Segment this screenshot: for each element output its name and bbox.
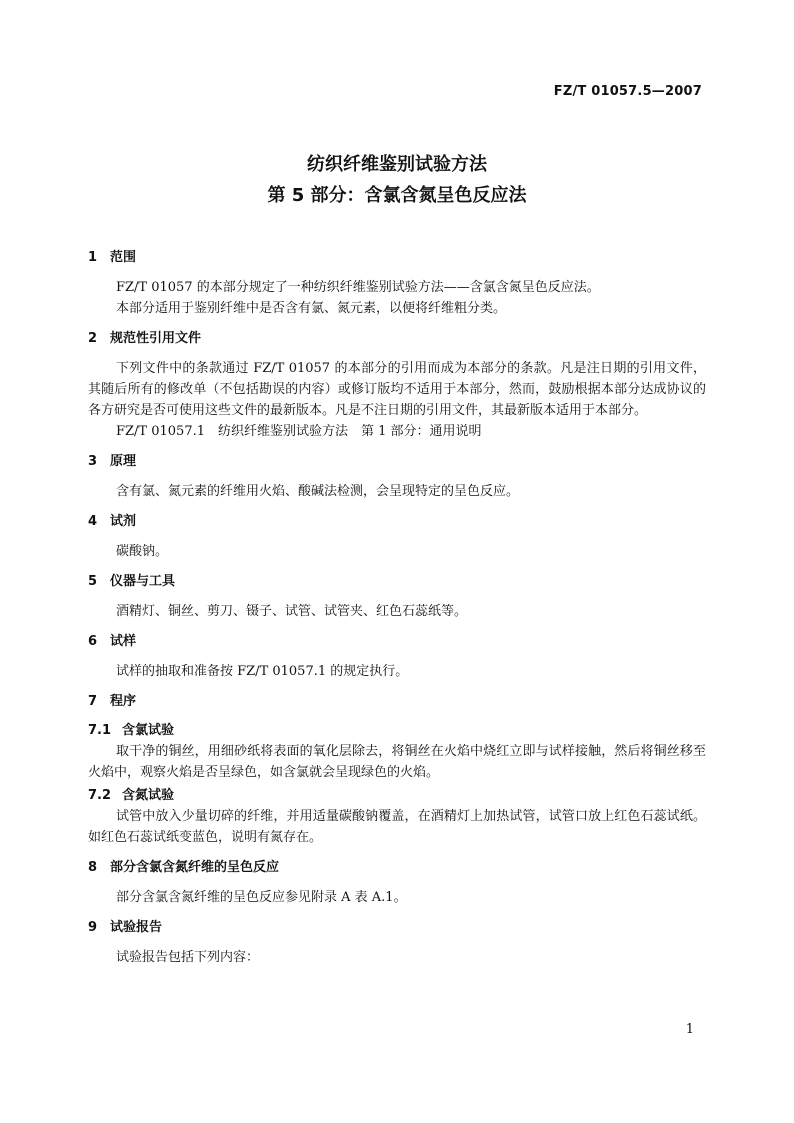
section-number: 3 bbox=[88, 454, 98, 469]
section-heading-scope bbox=[88, 248, 706, 268]
paragraph: 部分含氯含氮纤维的呈色反应参见附录 A 表 A.1。 bbox=[116, 890, 407, 905]
section-heading-color-reaction bbox=[88, 858, 706, 878]
paragraph: 试验报告包括下列内容： bbox=[116, 950, 260, 965]
subsection-heading-nitrogen bbox=[88, 786, 706, 806]
paragraph: 下列文件中的条款通过 FZ/T 01057 的本部分的引用而成为本部分的条款。凡是注日期的引用文件，其随后所有的修改单（不包括勘误的内容）或修订版均不适用于本部分，然而，鼓励根据本部分达成协议的各方研究是否可使用这些文件的最新版本。凡是不注日期的引用文件，其最新版本适用于本部分。 bbox=[88, 361, 706, 418]
paragraph: 碳酸钠。 bbox=[116, 544, 169, 559]
section-number: 5 bbox=[88, 574, 98, 589]
section-title: 试剂 bbox=[110, 514, 137, 529]
document-body bbox=[88, 248, 706, 968]
standard-code: FZ/T 01057.5—2007 bbox=[553, 84, 702, 99]
section-title: 仪器与工具 bbox=[110, 574, 176, 589]
document-subtitle: 第 5 部分：含氯含氮呈色反应法 bbox=[267, 185, 527, 206]
paragraph: 试管中放入少量切碎的纤维，并用适量碳酸钠覆盖，在酒精灯上加热试管，试管口放上红色石蕊试纸。如红色石蕊试纸变蓝色，说明有氮存在。 bbox=[88, 809, 706, 845]
section-title: 范围 bbox=[110, 250, 137, 265]
subsection-number: 7.1 bbox=[88, 723, 112, 738]
section-heading-principle bbox=[88, 452, 706, 472]
section-heading-reagent bbox=[88, 512, 706, 532]
section-title: 规范性引用文件 bbox=[110, 331, 202, 346]
paragraph: FZ/T 01057.1 纺织纤维鉴别试验方法 第 1 部分：通用说明 bbox=[116, 424, 482, 439]
section-number: 2 bbox=[88, 331, 98, 346]
section-number: 8 bbox=[88, 860, 98, 875]
subsection-title: 含氯试验 bbox=[122, 723, 175, 738]
section-heading-apparatus bbox=[88, 572, 706, 592]
section-number: 6 bbox=[88, 634, 98, 649]
paragraph: FZ/T 01057 的本部分规定了一种纺织纤维鉴别试验方法——含氯含氮呈色反应法。 bbox=[116, 280, 600, 295]
subsection-heading-chlorine bbox=[88, 721, 706, 741]
section-heading-specimen bbox=[88, 632, 706, 652]
section-title: 试验报告 bbox=[110, 920, 163, 935]
section-heading-procedure bbox=[88, 692, 706, 712]
section-heading-test-report bbox=[88, 918, 706, 938]
section-number: 1 bbox=[88, 250, 98, 265]
section-number: 4 bbox=[88, 514, 98, 529]
paragraph: 取干净的铜丝，用细砂纸将表面的氧化层除去，将铜丝在火焰中烧红立即与试样接触，然后将铜丝移至火焰中，观察火焰是否呈绿色，如含氯就会呈现绿色的火焰。 bbox=[88, 744, 706, 780]
subsection-title: 含氮试验 bbox=[122, 788, 175, 803]
paragraph: 试样的抽取和准备按 FZ/T 01057.1 的规定执行。 bbox=[116, 664, 409, 679]
section-title: 原理 bbox=[110, 454, 137, 469]
paragraph: 酒精灯、铜丝、剪刀、镊子、试管、试管夹、红色石蕊纸等。 bbox=[116, 604, 468, 619]
section-title: 程序 bbox=[110, 694, 137, 709]
section-title: 部分含氯含氮纤维的呈色反应 bbox=[110, 860, 280, 875]
section-heading-references bbox=[88, 329, 706, 349]
document-title: 纺织纤维鉴别试验方法 bbox=[307, 154, 487, 175]
subsection-number: 7.2 bbox=[88, 788, 112, 803]
section-number: 7 bbox=[88, 694, 98, 709]
section-title: 试样 bbox=[110, 634, 137, 649]
paragraph: 本部分适用于鉴别纤维中是否含有氯、氮元素，以便将纤维粗分类。 bbox=[116, 301, 507, 316]
paragraph: 含有氯、氮元素的纤维用火焰、酸碱法检测，会呈现特定的呈色反应。 bbox=[116, 484, 520, 499]
section-number: 9 bbox=[88, 920, 98, 935]
page-number: 1 bbox=[685, 1022, 694, 1037]
